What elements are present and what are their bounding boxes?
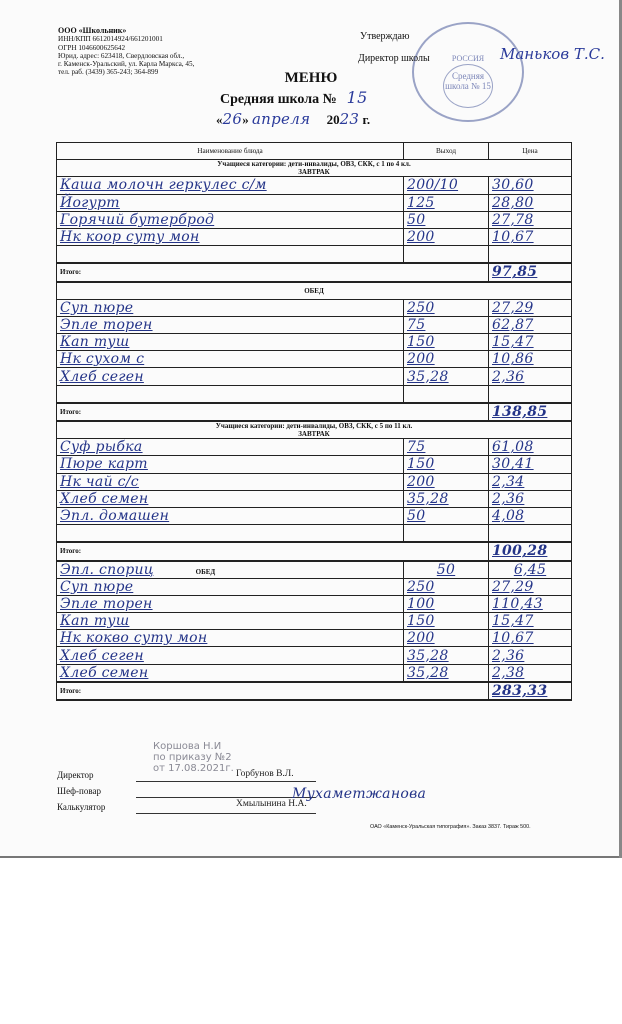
calc-name: Хмылынина Н.А.: [236, 799, 307, 809]
dish-output: 250: [407, 578, 435, 595]
school-heading: [220, 88, 368, 108]
director-label: Директор: [57, 770, 94, 780]
dish-price: 28,80: [492, 194, 534, 211]
dish-price: 2,34: [492, 473, 525, 490]
menu-item-row: [57, 507, 572, 524]
total-row: [57, 403, 572, 421]
dish-name: Кап туш: [60, 613, 130, 630]
dish-name: Кап туш: [60, 334, 130, 351]
dish-price: 10,67: [492, 229, 534, 246]
menu-item-row: [57, 334, 572, 351]
org-ogrn: ОГРН 1046600625642: [58, 43, 126, 52]
school-number: 15: [346, 88, 368, 107]
cook-label: Шеф-повар: [57, 786, 101, 796]
dish-price: 30,60: [492, 177, 534, 194]
dish-price: 62,87: [492, 316, 534, 333]
org-address-1: Юрид. адрес: 623418, Свердловская обл.,: [58, 51, 185, 60]
lunch-extra-output: 50: [436, 561, 456, 578]
director-sign-line: [136, 781, 316, 782]
dish-output: 100: [407, 595, 435, 612]
menu-item-row: [57, 368, 572, 385]
menu-item-row: [57, 177, 572, 194]
page-title: МЕНЮ: [284, 70, 338, 86]
dish-name: Нк чай с/с: [60, 473, 139, 490]
dish-price: 110,43: [492, 595, 543, 612]
menu-item-row: [57, 299, 572, 316]
total-value: 97,85: [492, 264, 538, 281]
menu-item-row: [57, 490, 572, 507]
dish-output: 150: [407, 334, 435, 351]
dish-output: 150: [407, 613, 435, 630]
category-row: [57, 421, 572, 439]
total-value: 100,28: [492, 543, 548, 560]
table-header-row: [57, 143, 572, 160]
total-row: [57, 682, 572, 700]
order-stamp: [153, 741, 234, 774]
dish-price: 15,47: [492, 613, 534, 630]
menu-item-row: [57, 578, 572, 595]
dish-name: Суп пюре: [60, 299, 134, 316]
dish-output: 200: [407, 473, 435, 490]
dish-price: 2,36: [492, 490, 525, 507]
dish-price: 61,08: [492, 439, 534, 456]
dish-name: Нк коор суту мон: [60, 229, 200, 246]
director-signature: Маньков Т.С.: [500, 45, 605, 63]
date-month: апреля: [251, 110, 311, 128]
dish-output: 35,28: [407, 490, 449, 507]
org-phone: тел. раб. (3439) 365-243; 364-899: [58, 68, 159, 77]
school-label: Средняя школа №: [220, 92, 337, 107]
dish-name: Йогурт: [60, 194, 120, 211]
dish-name: Суп пюре: [60, 578, 134, 595]
category-label: Учащиеся категории: дети-инвалиды, ОВЗ, СКК, с 5 по 11 кл.: [215, 422, 413, 431]
meal-row: [57, 282, 572, 300]
stamp-line-1: Коршова Н.И: [153, 741, 222, 752]
total-row: [57, 263, 572, 281]
menu-item-row: [57, 647, 572, 664]
header-output: Выход: [404, 143, 489, 160]
dish-name: Хлеб сеген: [60, 647, 144, 664]
dish-name: Нк кокво суту мон: [60, 630, 208, 647]
menu-item-row: [57, 630, 572, 647]
cook-sign-line: [136, 797, 316, 798]
date-year-suffix: 23: [339, 110, 360, 128]
dish-output: 125: [407, 194, 435, 211]
total-label: Итого:: [57, 263, 489, 281]
header-name: Наименование блюда: [57, 143, 404, 160]
dish-output: 35,28: [407, 368, 449, 385]
dish-price: 27,29: [492, 578, 534, 595]
stamp-line-2: по приказу №2: [153, 752, 232, 763]
dish-output: 35,28: [407, 647, 449, 664]
dish-output: 75: [407, 316, 426, 333]
menu-item-row: [57, 385, 572, 403]
dish-price: 27,29: [492, 299, 534, 316]
dish-output: 35,28: [407, 664, 449, 681]
cook-name: Мухаметжанова: [292, 786, 427, 802]
dish-name: Хлеб семен: [60, 490, 149, 507]
org-inn: ИНН/КПП 6612014924/661201001: [58, 35, 163, 44]
menu-item-row: [57, 456, 572, 473]
total-label: Итого:: [57, 403, 489, 421]
menu-item-row: [57, 525, 572, 543]
dish-price: 30,41: [492, 456, 534, 473]
calc-label: Калькулятор: [57, 802, 106, 812]
section2-breakfast: [57, 439, 572, 543]
org-name: ООО «Школьник»: [58, 26, 127, 35]
dish-name: Горячий бутерброд: [60, 211, 215, 228]
printer-footer: ОАО «Каменск-Уральская типография». Заказ 3837. Тираж 500.: [370, 824, 531, 830]
dish-output: 200: [407, 229, 435, 246]
date-day: 26: [222, 110, 243, 128]
menu-item-row: [57, 228, 572, 245]
total-value: 283,33: [492, 682, 548, 699]
header-price: Цена: [489, 143, 572, 160]
dish-output: 200: [407, 351, 435, 368]
section2-lunch: [57, 578, 572, 682]
dish-name: Эпле торен: [60, 316, 153, 333]
menu-item-row: [57, 316, 572, 333]
category-row: [57, 160, 572, 177]
dish-price: 2,36: [492, 368, 525, 385]
dish-name: Хлеб сеген: [60, 368, 144, 385]
dish-output: 75: [407, 439, 426, 456]
section1-lunch: [57, 299, 572, 403]
menu-item-row: [57, 664, 572, 682]
dish-price: 10,86: [492, 351, 534, 368]
date-year-prefix: 20: [326, 112, 340, 127]
menu-table: [56, 142, 572, 701]
dish-output: 50: [407, 211, 426, 228]
dish-price: 2,36: [492, 647, 525, 664]
total-label: Итого:: [57, 682, 489, 700]
dish-price: 27,78: [492, 211, 534, 228]
category-label: Учащиеся категории: дети-инвалиды, ОВЗ, СКК, с 1 по 4 кл.: [217, 160, 411, 169]
director-school-label: Директор школы: [358, 53, 430, 64]
dish-output: 200/10: [407, 177, 459, 194]
dish-name: Хлеб семен: [60, 664, 149, 681]
dish-price: 2,38: [492, 664, 525, 681]
menu-item-row: [57, 351, 572, 368]
dish-output: 200: [407, 630, 435, 647]
dish-name: Нк сухом с: [60, 351, 145, 368]
stamp-line-3: от 17.08.2021г.: [153, 763, 234, 774]
lunch-extra-price: 6,45: [513, 561, 547, 578]
lunch-extra-name: Эпл. спориц: [60, 561, 154, 578]
dish-name: Пюре карт: [60, 456, 148, 473]
total-label: Итого:: [57, 542, 489, 560]
lunch-label: ОБЕД: [57, 282, 572, 300]
director-name: Горбунов В.Л.: [236, 769, 294, 779]
org-address-2: г. Каменск-Уральский, ул. Карла Маркса, 45,: [58, 60, 195, 69]
menu-item-row: [57, 211, 572, 228]
menu-item-row: [57, 595, 572, 612]
calc-sign-line: [136, 813, 316, 814]
menu-item-row: [57, 473, 572, 490]
dish-output: 150: [407, 456, 435, 473]
menu-item-row: [57, 246, 572, 264]
menu-item-row: [57, 194, 572, 211]
dish-price: 10,67: [492, 630, 534, 647]
lunch-label: ОБЕД: [195, 567, 216, 576]
dish-name: Эпл. домашен: [60, 508, 170, 525]
stamp-text: РОССИЯ: [451, 54, 485, 63]
breakfast-label: ЗАВТРАК: [298, 168, 330, 177]
dish-price: 15,47: [492, 334, 534, 351]
menu-item-row: [57, 613, 572, 630]
dish-name: Эпле торен: [60, 595, 153, 612]
breakfast-label: ЗАВТРАК: [298, 430, 330, 439]
menu-date: «26» апреля 2023 г.: [216, 110, 371, 128]
menu-item-row: [57, 439, 572, 456]
dish-name: Суф рыбка: [60, 439, 143, 456]
dish-output: 50: [407, 508, 426, 525]
dish-price: 4,08: [492, 508, 525, 525]
total-row: [57, 542, 572, 560]
approve-label: Утверждаю: [360, 31, 410, 42]
dish-output: 250: [407, 299, 435, 316]
section1-breakfast: [57, 177, 572, 263]
meal-row: [57, 561, 572, 579]
stamp-inner: Средняя школа № 15: [443, 64, 493, 108]
total-value: 138,85: [492, 403, 548, 420]
dish-name: Каша молочн геркулес с/м: [60, 177, 267, 194]
date-year-end: г.: [362, 112, 371, 127]
